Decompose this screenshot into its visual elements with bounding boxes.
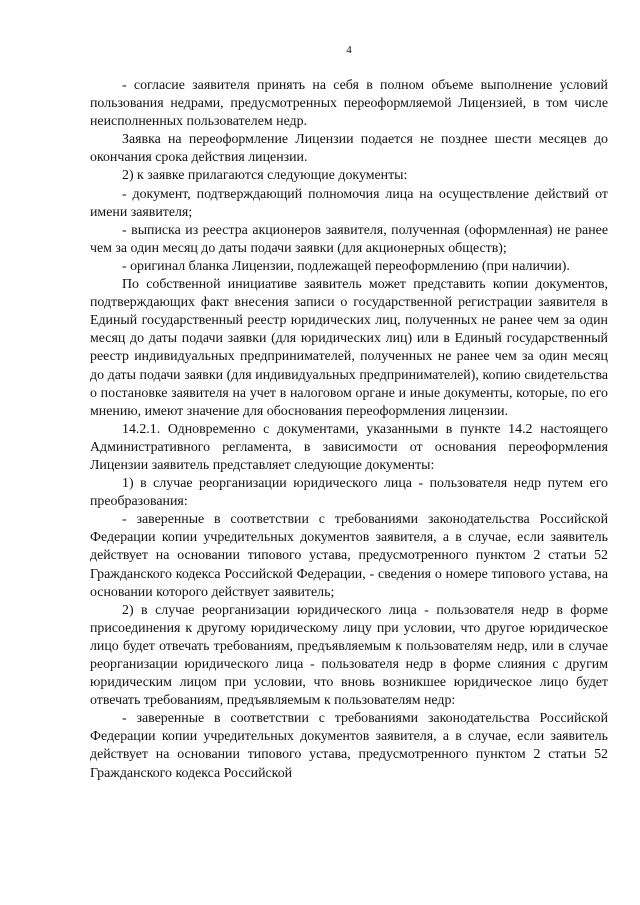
paragraph-14-2-1: 14.2.1. Одновременно с документами, указанными в пункте 14.2 настоящего Административного регламента, в зависимости от основания переоформления Лицензии заявитель представляет следующие документы: [90, 421, 608, 473]
list-item-license-original: - оригинал бланка Лицензии, подлежащей переоформлению (при наличии). [122, 258, 570, 274]
paragraph-reorganization-transformation: 1) в случае реорганизации юридического лица - пользователя недр путем его преобразования: [90, 476, 608, 510]
paragraph-own-initiative: По собственной инициативе заявитель может представить копии документов, подтверждающих факт внесения записи о государственной регистрации заявителя в Единый государственный реестр юридических лиц, полученных не ранее чем за один месяц до даты подачи заявки (для юридических лиц) или в Единый государственный реестр индивидуальных предпринимателей, полученных не ранее чем за один месяц до даты подачи заявки (для индивидуальных предпринимателей), копию свидетельства о постановке заявителя на учет в налоговом органе и иные документы, которые, по его мнению, имеют значение для обоснования переоформления лицензии. [90, 277, 608, 419]
paragraph-application-deadline: Заявка на переоформление Лицензии подается не позднее шести месяцев до окончания срока действия лицензии. [90, 132, 608, 166]
paragraph-attached-documents: 2) к заявке прилагаются следующие документы: [122, 168, 408, 184]
paragraph-reorganization-merger: 2) в случае реорганизации юридического лица - пользователя недр в форме присоединения к другому юридическому лицу при условии, что другое юридическое лицо будет отвечать требованиям, предъявляемым к пользователям недр, или в случае реорганизации юридического лица - пользователя недр в форме слияния с другим юридическим лицом при условии, что вновь возникшее юридическое лицо будет отвечать требованиям, предъявляемым к пользователям недр: [90, 602, 608, 709]
list-item-shareholder-register: - выписка из реестра акционеров заявителя, полученная (оформленная) не ранее чем за один месяц до даты подачи заявки (для акционерных обществ); [90, 222, 608, 256]
list-item-authority-document: - документ, подтверждающий полномочия лица на осуществление действий от имени заявителя; [90, 186, 608, 220]
page-number: 4 [346, 44, 352, 56]
paragraph-consent: - согласие заявителя принять на себя в полном объеме выполнение условий пользования недрами, предусмотренных переоформляемой Лицензией, в том числе неисполненных пользователем недр. [90, 78, 608, 130]
list-item-constituent-documents-1: - заверенные в соответствии с требованиями законодательства Российской Федерации копии учредительных документов заявителя, а в случае, если заявитель действует на основании типового устава, предусмотренного пунктом 2 статьи 52 Гражданского кодекса Российской Федерации, - сведения о номере типового устава, на основании которого действует заявитель; [90, 512, 608, 600]
list-item-constituent-documents-2: - заверенные в соответствии с требованиями законодательства Российской Федерации копии учредительных документов заявителя, а в случае, если заявитель действует на основании типового устава, предусмотренного пунктом 2 статьи 52 Гражданского кодекса Российской [90, 711, 608, 781]
